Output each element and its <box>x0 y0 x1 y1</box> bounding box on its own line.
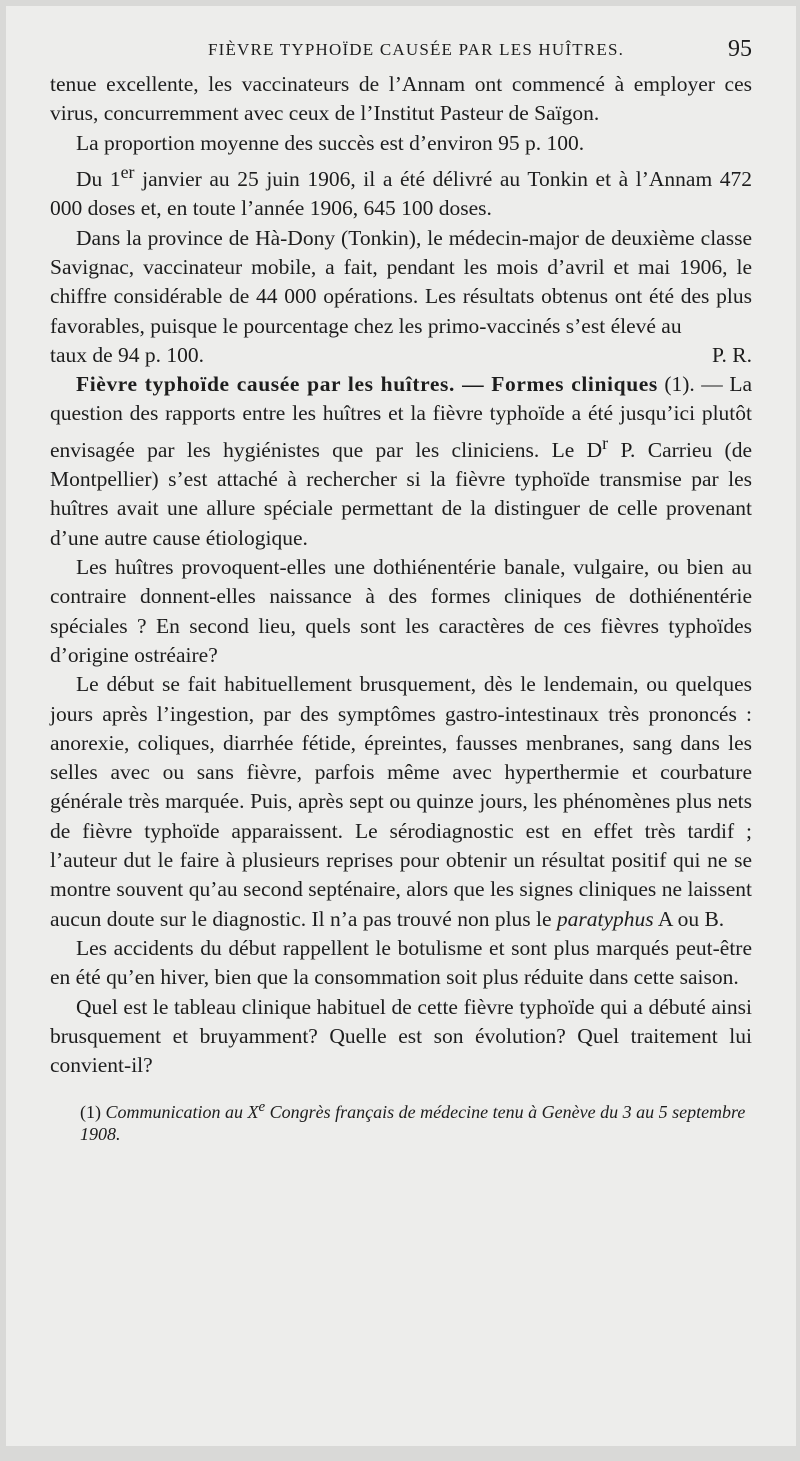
paratyphus-term: paratyphus <box>556 906 654 931</box>
footnote-reference: (1). — <box>657 372 730 397</box>
running-head <box>50 36 752 70</box>
paragraph-4-closing <box>50 341 752 370</box>
footnote-text-end: Congrès français de médecine tenu à Genève du 3 au 5 septembre 1908. <box>80 1102 746 1145</box>
paragraph-7-start: Le début se fait habituellement brusquement, dès le lendemain, ou quelques jours après l’ingestion, par des symptômes gastro-intestinaux très prononcés : anorexie, coliques, diarrhée fétide, épreintes, fausses menbranes, sang dans les selles avec ou sans fièvre, parfois même avec hyperthermie et courbature générale très marquée. Puis, après sept ou quinze jours, les phénomènes plus nets de fièvre typhoïde apparaissent. Le sérodiagnostic est en effet très tardif ; l’auteur dut le faire à plusieurs reprises pour obtenir un résultat positif qui ne se montre souvent qu’au second septénaire, alors que les signes cliniques ne laissent aucun doute sur le diagnostic. Il n’a pas trouvé non plus le <box>50 672 752 931</box>
paragraph-3 <box>50 158 752 224</box>
page-number: 95 <box>728 36 752 62</box>
paragraph-5 <box>50 370 752 553</box>
paragraph-4: Dans la province de Hà-Dony (Tonkin), le médecin-major de deuxième classe Savignac, vaccinateur mobile, a fait, pendant les mois d’avril et mai 1906, le chiffre considérable de 44 000 opérations. Les résultats obtenus ont été des plus favorables, puisque le pourcentage chez les primo-vaccinés s’est élevé au <box>50 225 752 338</box>
footnote-superscript: e <box>258 1099 266 1116</box>
paragraph-3-start: Du 1 <box>76 167 121 192</box>
footnote-mark: (1) <box>80 1102 101 1123</box>
doctor-superscript: r <box>602 432 609 453</box>
book-page <box>6 6 796 1446</box>
paragraph-9: Quel est le tableau clinique habituel de cette fièvre typhoïde qui a débuté ainsi brusquement et bruyamment? Quelle est son évolution? Quel traitement lui convient-il? <box>50 994 752 1078</box>
paragraph-2: La proportion moyenne des succès est d’environ 95 p. 100. <box>76 130 585 155</box>
paragraph-5-rest: P. Carrieu (de Montpellier) s’est attaché à rechercher si la fièvre typhoïde transmise par les huîtres avait une allure spéciale permettant de la distinguer de celle provenant d’une autre cause étiologique. <box>50 437 753 550</box>
ordinal-superscript: er <box>120 161 135 182</box>
paragraph-1: tenue excellente, les vaccinateurs de l’Annam ont commencé à employer ces virus, concurremment avec ceux de l’Institut Pasteur de Saïgon. <box>50 72 752 126</box>
paragraph-3-rest: janvier au 25 juin 1906, il a été délivré au Tonkin et à l’Annam 472 000 doses et, en toute l’année 1906, 645 100 doses. <box>50 167 752 221</box>
paragraph-7-end: A ou B. <box>653 906 725 931</box>
running-title: FIÈVRE TYPHOÏDE CAUSÉE PAR LES HUÎTRES. <box>207 40 625 59</box>
footnote <box>50 1096 752 1145</box>
paragraph-6: Les huîtres provoquent-elles une dothiénentérie banale, vulgaire, ou bien au contraire donnent-elles naissance à des formes cliniques de dothiénentérie spéciales ? En second lieu, quels sont les caractères de ces fièvres typhoïdes d’origine ostréaire? <box>50 555 752 667</box>
footnote-text-start: Communication au X <box>101 1102 259 1123</box>
section-heading: Fièvre typhoïde causée par les huîtres. — Formes cliniques <box>76 372 658 397</box>
author-initials: P. R. <box>711 342 752 367</box>
paragraph-5-start: La question des rapports entre les huîtres et la fièvre typhoïde a été jusqu’ici plutôt envisagée par les hygiénistes que par les cliniciens. Le D <box>50 372 752 462</box>
paragraph-4-last-line: taux de 94 p. 100. <box>50 342 205 367</box>
paragraph-8: Les accidents du début rappellent le botulisme et sont plus marqués peut-être en été qu’en hiver, bien que la consommation soit plus réduite dans cette saison. <box>50 935 752 990</box>
body-text <box>50 70 752 1080</box>
paragraph-7 <box>50 670 752 934</box>
